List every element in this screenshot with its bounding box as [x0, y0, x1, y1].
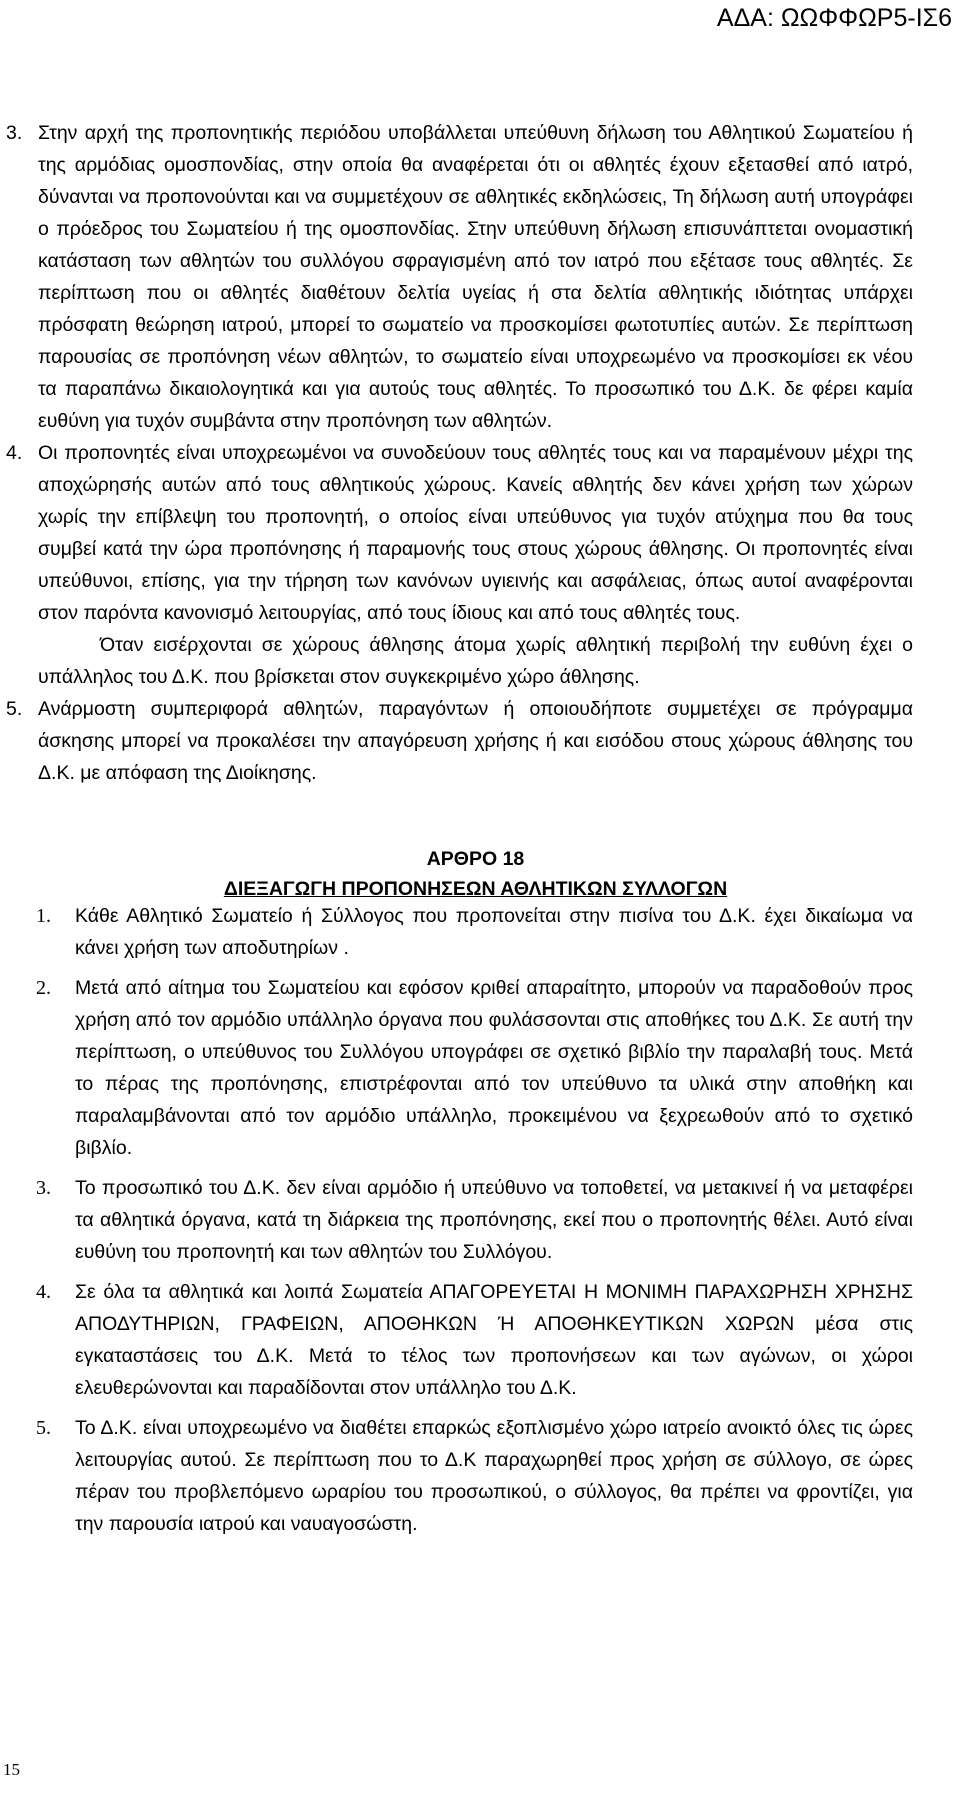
- list-item: [6, 117, 913, 437]
- list-item: [36, 900, 913, 964]
- item-text: Οι προπονητές είναι υποχρεωμένοι να συνοδεύουν τους αθλητές τους και να παραμένουν μέχρι της αποχώρησής αυτών από τους αθλητικούς χώρους. Κανείς αθλητής δεν κάνει χρήση των χώρων χωρίς την επίβλεψη του προπονητή, ο οποίος είναι υπεύθυνος για τυχόν ατύχημα που θα τους συμβεί κατά την ώρα προπόνησης ή παραμονής τους στους χώρους άθλησης. Οι προπονητές είναι υπεύθυνοι, επίσης, για την τήρηση των κανόνων υγιεινής και ασφάλειας, όπως αυτοί αναφέρονται στον παρόντα κανονισμό λειτουργίας, από τους ίδιους και από τους αθλητές τους.: [38, 442, 913, 624]
- list-item: [36, 972, 913, 1164]
- article-title: ΑΡΘΡΟ 18: [426, 848, 525, 870]
- ada-code: ΑΔΑ: ΩΩΦΦΩΡ5-ΙΣ6: [716, 4, 952, 32]
- list-item: [6, 693, 913, 789]
- article-subtitle: ΔΙΕΞΑΓΩΓΗ ΠΡΟΠΟΝΗΣΕΩΝ ΑΘΛΗΤΙΚΩΝ ΣΥΛΛΟΓΩΝ: [223, 878, 728, 900]
- page-number: 15: [3, 1760, 20, 1779]
- item-text: Σε όλα τα αθλητικά και λοιπά Σωματεία ΑΠΑΓΟΡΕΥΕΤΑΙ Η ΜΟΝΙΜΗ ΠΑΡΑΧΩΡΗΣΗ ΧΡΗΣΗΣ ΑΠΟΔΥΤΗΡΙΩΝ, ΓΡΑΦΕΙΩΝ, ΑΠΟΘΗΚΩΝ Ή ΑΠΟΘΗΚΕΥΤΙΚΩΝ ΧΩΡΩΝ μέσα στις εγκαταστάσεις του Δ.Κ. Μετά το τέλος των προπονήσεων και των αγώνων, οι χώροι ελευθερώνονται και παραδίδονται στον υπάλληλο του Δ.Κ.: [75, 1281, 913, 1399]
- item-text: Το προσωπικό του Δ.Κ. δεν είναι αρμόδιο ή υπεύθυνο να τοποθετεί, να μετακινεί ή να μεταφέρει τα αθλητικά όργανα, κατά τη διάρκεια της προπόνησης, εκεί που ο προπονητής θέλει. Αυτό είναι ευθύνη του προπονητή και των αθλητών του Συλλόγου.: [75, 1177, 913, 1263]
- item-number: 5.: [36, 1417, 51, 1439]
- item-text: Το Δ.Κ. είναι υποχρεωμένο να διαθέτει επαρκώς εξοπλισμένο χώρο ιατρείο ανοικτό όλες τις ώρες λειτουργίας αυτού. Σε περίπτωση που το Δ.Κ παραχωρηθεί προς χρήση σε σύλλογο, σε ώρες πέραν του προβλεπόμενο ωραρίου του προσωπικού, ο σύλλογος, θα πρέπει να φροντίζει, για την παρουσία ιατρού και ναυαγοσώστη.: [75, 1417, 913, 1535]
- item-text: Κάθε Αθλητικό Σωματείο ή Σύλλογος που προπονείται στην πισίνα του Δ.Κ. έχει δικαίωμα να κάνει χρήση των αποδυτηρίων .: [75, 905, 913, 959]
- list-item: [36, 1412, 913, 1540]
- item-number: 4.: [36, 1281, 51, 1303]
- item-text-continued: Όταν εισέρχονται σε χώρους άθλησης άτομα χωρίς αθλητική περιβολή την ευθύνη έχει ο υπάλληλος του Δ.Κ. που βρίσκεται στον συγκεκριμένο χώρο άθλησης.: [38, 634, 913, 688]
- item-number: 3.: [36, 1177, 51, 1199]
- item-text: Μετά από αίτημα του Σωματείου και εφόσον κριθεί απαραίτητο, μπορούν να παραδοθούν προς χρήση από τον αρμόδιο υπάλληλο όργανα που φυλάσσονται στις αποθήκες του Δ.Κ. Σε αυτή την περίπτωση, ο υπεύθυνος του Συλλόγου υπογράφει σε σχετικό βιβλίο την παραλαβή τους. Μετά το πέρας της προπόνησης, επιστρέφονται από τον υπεύθυνο τα υλικά στην αποθήκη και παραλαμβάνονται από τον αρμόδιο υπάλληλο, προκειμένου να ξεχρεωθούν από το σχετικό βιβλίο.: [75, 977, 913, 1159]
- item-number: 2.: [36, 977, 51, 999]
- item-number: 1.: [36, 905, 51, 927]
- list-item: [6, 437, 913, 693]
- item-number: 4.: [6, 442, 23, 464]
- list-item: [36, 1172, 913, 1268]
- item-number: 5.: [6, 698, 23, 720]
- item-text: Στην αρχή της προπονητικής περιόδου υποβάλλεται υπεύθυνη δήλωση του Αθλητικού Σωματείου ή της αρμόδιας ομοσπονδίας, στην οποία θα αναφέρεται ότι οι αθλητές έχουν εξετασθεί από ιατρό, δύνανται να προπονούνται και να συμμετέχουν σε αθλητικές εκδηλώσεις, Τη δήλωση αυτή υπογράφει ο πρόεδρος του Σωματείου ή της ομοσπονδίας. Στην υπεύθυνη δήλωση επισυνάπτεται ονομαστική κατάσταση των αθλητών του συλλόγου σφραγισμένη από τον ιατρό που εξέτασε τους αθλητές. Σε περίπτωση που οι αθλητές διαθέτουν δελτία υγείας ή στα δελτία αθλητικής ιδιότητας υπάρχει πρόσφατη θεώρηση ιατρού, μπορεί το σωματείο να προσκομίσει φωτοτυπίες αυτών. Σε περίπτωση παρουσίας σε προπόνηση νέων αθλητών, το σωματείο είναι υποχρεωμένο να προσκομίσει εκ νέου τα παραπάνω δικαιολογητικά και για αυτούς τους αθλητές. Το προσωπικό του Δ.Κ. δε φέρει καμία ευθύνη για τυχόν συμβάντα στην προπόνηση των αθλητών.: [38, 122, 913, 432]
- list-item: [36, 1276, 913, 1404]
- article-heading: [38, 844, 913, 904]
- rules-list: [6, 117, 913, 789]
- item-text: Ανάρμοστη συμπεριφορά αθλητών, παραγόντων ή οποιουδήποτε συμμετέχει σε πρόγραμμα άσκησης μπορεί να προκαλέσει την απαγόρευση χρήσης ή και εισόδου στους χώρους άθλησης του Δ.Κ. με απόφαση της Διοίκησης.: [38, 698, 913, 784]
- article-list: [36, 900, 913, 1540]
- item-number: 3.: [6, 122, 23, 144]
